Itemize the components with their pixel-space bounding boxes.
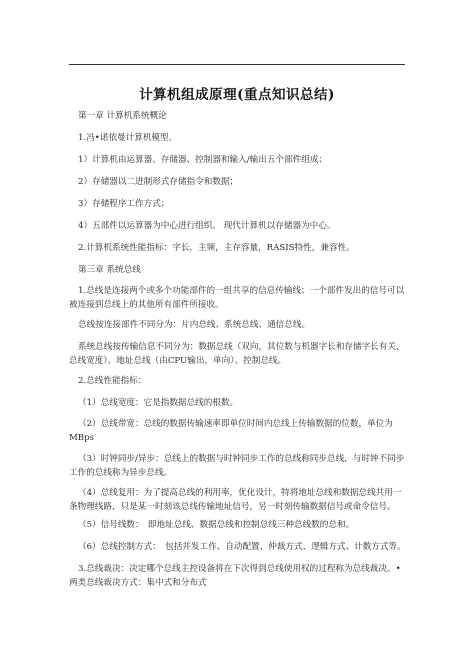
header-rule xyxy=(69,64,405,65)
paragraph: 1.总线是连接两个或多个功能部件的一组共享的信息传输线；一个部件发出的信号可以被连接到总线上的其他所有部件所接收。 xyxy=(69,286,405,310)
paragraph: 3.总线裁决：决定哪个总线主控设备将在下次得到总线使用权的过程称为总线裁决。•两类总线裁决方式：集中式和分布式 xyxy=(69,564,401,588)
paragraph: 2.计算机系统性能指标：字长，主频，主存容量，RASIS特性，兼容性。 xyxy=(78,243,355,253)
chapter-heading: 第三章 系统总线 xyxy=(78,265,141,275)
paragraph: 4）五部件以运算器为中心进行组织。 现代计算机以存储器为中心。 xyxy=(78,221,336,231)
paragraph: （6）总线控制方式： 包括并发工作、自动配置、仲裁方式、逻辑方式、计数方式等。 xyxy=(78,542,406,552)
document-title: 计算机组成原理(重点知识总结) xyxy=(139,87,335,103)
paragraph: （1）总线宽度：它是指数据总线的根数。 xyxy=(78,398,239,408)
paragraph: （4）总线复用：为了提高总线的利用率，优化设计，特将地址总线和数据总线共用一条物理线路，只是某一时刻该总线传输地址信号，另一时刻传输数据信号或命令信号。 xyxy=(69,488,402,512)
paragraph: 1）计算机由运算器、存储器、控制器和输入/输出五个部件组成； xyxy=(78,155,327,165)
chapter-heading: 第一章 计算机系统概论 xyxy=(78,111,167,121)
paragraph: 2.总线性能指标： xyxy=(78,376,147,386)
paragraph: 2）存储器以二进制形式存储指令和数据； xyxy=(78,177,239,187)
paragraph: 1.冯•诺依曼计算机模型。 xyxy=(78,133,178,143)
paragraph: 3）存储程序工作方式； xyxy=(78,199,170,209)
paragraph: （3）时钟同步/异步：总线上的数据与时钟同步工作的总线称同步总线，与时钟不同步工作的总线称为异步总线。 xyxy=(69,454,405,478)
paragraph: 总线按连接部件不同分为：片内总线、系统总线、通信总线。 xyxy=(78,320,311,330)
paragraph: （5）信号线数： 即地址总线、数据总线和控制总线三种总线数的总和。 xyxy=(78,520,355,530)
paragraph: （2）总线带宽：总线的数据传输速率即单位时间内总线上传输数据的位数，单位为MBps xyxy=(69,419,393,443)
paragraph: 系统总线按传输信息不同分为：数据总线（双向，其位数与机器字长和存储字长有关，总线宽度）、地址总线（由CPU输出，单向）、控制总线。 xyxy=(69,342,405,366)
